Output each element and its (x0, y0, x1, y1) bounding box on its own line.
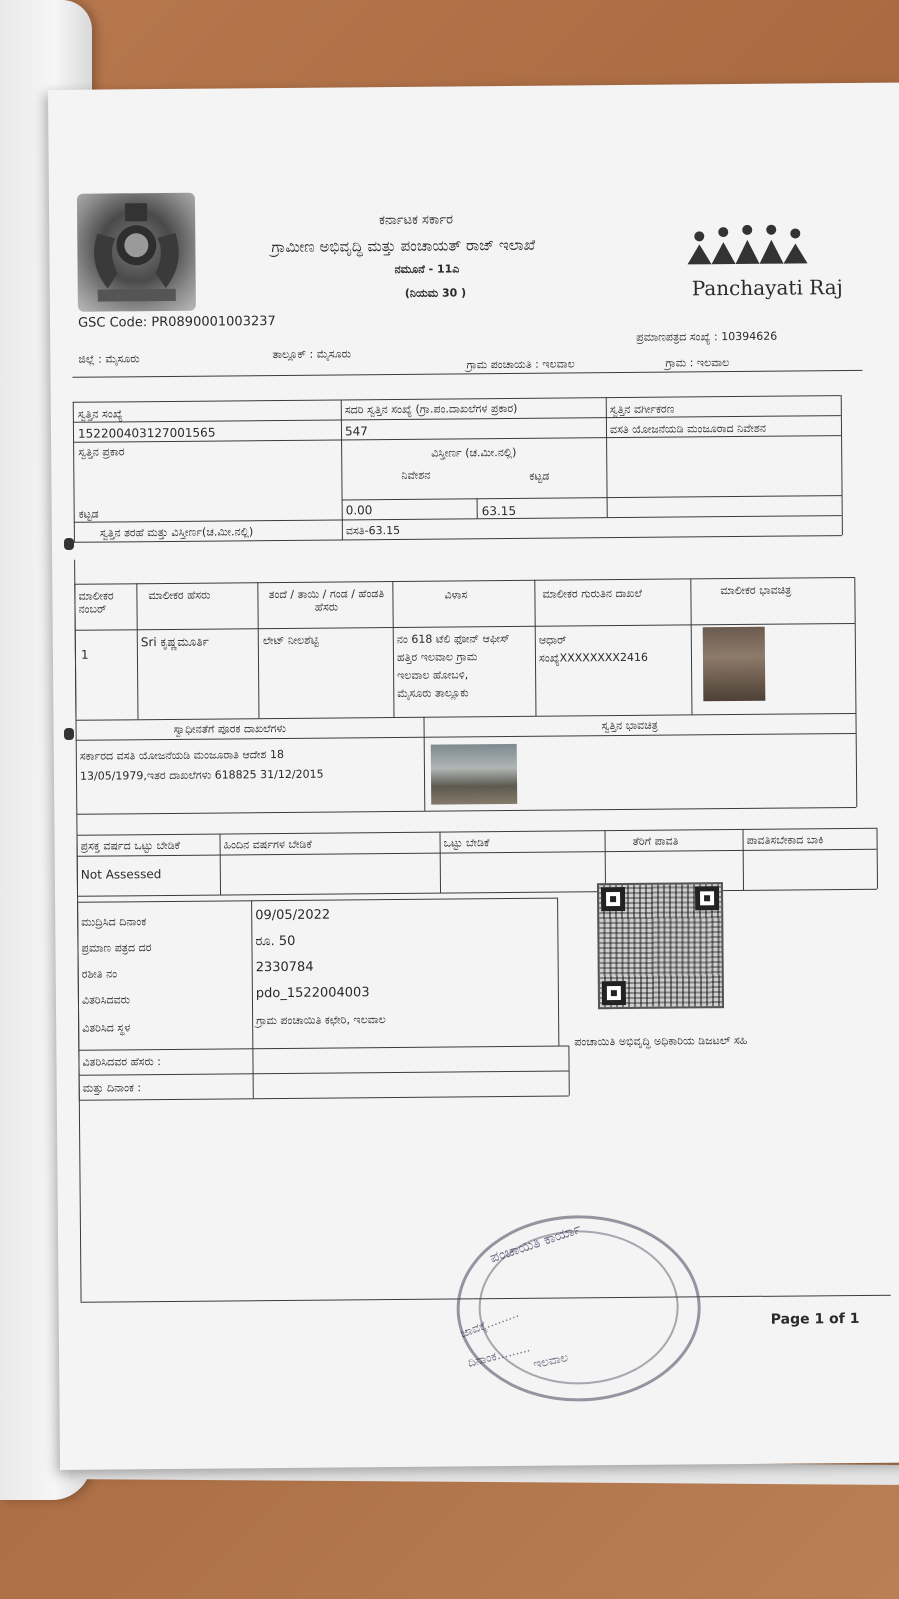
gp-property-number: 547 (344, 424, 368, 439)
col-previous-demand: ಹಿಂದಿನ ವರ್ಷಗಳ ಬೇಡಿಕೆ (223, 837, 312, 852)
certificate-page (48, 83, 899, 1470)
col-owner-name: ಮಾಲೀಕರ ಹೆಸರು (148, 588, 211, 603)
digital-signature-label: ಪಂಚಾಯಿತಿ ಅಭಿವೃದ್ಧಿ ಅಧಿಕಾರಿಯ ಡಿಜಟಲ್ ಸಹಿ (574, 1033, 748, 1049)
karnataka-emblem-icon (77, 193, 196, 312)
taluk: ತಾಲ್ಲೂಕ್ : ಮೈಸೂರು (272, 347, 351, 362)
issuer-label: ವಿತರಿಸಿದವರು (81, 993, 131, 1007)
address-line-4: ಮೈಸೂರು ತಾಲ್ಲೂಕು (397, 686, 469, 700)
place-label: ವಿತರಿಸಿದ ಸ್ಥಳ (82, 1021, 131, 1035)
fee-label: ಪ್ರಮಾಣ ಪತ್ರದ ದರ (81, 941, 152, 955)
receipt-number: 2330784 (255, 959, 314, 976)
rule-number: (ನಿಯಮ 30 ) (404, 286, 467, 300)
dept-title: ಗ್ರಾಮೀಣ ಅಭಿವೃದ್ಧಿ ಮತ್ತು ಪಂಚಾಯತ್ ರಾಜ್ ಇಲಾಖೆ (271, 235, 536, 257)
panchayati-raj-logo-icon (685, 221, 825, 274)
owner-name: Sri ಕೃಷ್ಣಮೂರ್ತಿ (140, 634, 209, 650)
panchayati-raj-text: Panchayati Raj (691, 275, 843, 301)
possession-line-2: 13/05/1979,ಇತರ ದಾಖಲೆಗಳು 618825 31/12/2015 (79, 767, 324, 783)
col-owner-number: ಮಾಲೀಕರ ನಂಬರ್ (78, 589, 114, 616)
area-label: ವಿಸ್ತೀರ್ಣ (ಚ.ಮೀ.ನಲ್ಲಿ) (431, 445, 517, 460)
gp-property-number-label: ಸದರಿ ಸ್ವತ್ತಿನ ಸಂಖ್ಯೆ (ಗ್ರಾ.ಪಂ.ದಾಖಲೆಗಳ ಪ್ರಕಾರ) (344, 401, 518, 417)
id-doc-number: ಸಂಖ್ಯೆXXXXXXXX2416 (538, 650, 648, 665)
col-tax-paid: ತೆರಿಗೆ ಪಾವತಿ (632, 834, 679, 848)
detail-label: ಸ್ವತ್ತಿನ ತರಹೆ ಮತ್ತು ವಿಸ್ತೀರ್ಣ(ಚ.ಮೀ.ನಲ್ಲಿ) (99, 525, 254, 540)
binder-hole (64, 538, 74, 550)
property-photo-label: ಸ್ವತ್ತಿನ ಭಾವಚಿತ್ರ (601, 718, 658, 733)
certificate-number: ಪ್ರಮಾಣಪತ್ರದ ಸಂಖ್ಯೆ : 10394626 (636, 329, 778, 344)
owner-relation: ಲೇಟ್ ನೀಲಶೆಟ್ಟಿ (262, 633, 319, 648)
possession-label: ಸ್ವಾಧೀನತೆಗೆ ಪೂರಕ ದಾಖಲೆಗಳು (173, 721, 286, 736)
district: ಜಿಲ್ಲೆ : ಮೈಸೂರು (78, 352, 140, 366)
village: ಗ್ರಾಮ : ಇಲವಾಲ (665, 356, 730, 370)
col-balance: ಪಾವತಿಸಬೇಕಾದ ಬಾಕಿ (746, 833, 824, 847)
date-label: ಮತ್ತು ದಿನಾಂಕ : (82, 1081, 142, 1095)
binder-hole (64, 728, 74, 740)
col-current-demand: ಪ್ರಸಕ್ತ ವರ್ಷದ ಒಟ್ಟು ಬೇಡಿಕೆ (80, 838, 181, 853)
property-number-label: ಸ್ವತ್ತಿನ ಸಂಖ್ಯೆ (77, 407, 123, 421)
stamp-place-text: ಇಲವಾಲ (531, 1350, 570, 1372)
address-line-3: ಇಲವಾಲ ಹೋಬಳಿ, (397, 668, 469, 682)
fee-value: ರೂ. 50 (255, 933, 296, 950)
gov-title: ಕರ್ನಾಟಕ ಸರ್ಕಾರ (379, 212, 454, 229)
building-area: 63.15 (481, 503, 517, 519)
id-doc-type: ಆಧಾರ್ (538, 633, 567, 647)
receipt-label: ರಶೀತಿ ನಂ (81, 967, 118, 981)
classification-value: ವಸತಿ ಯೋಜನೆಯಡಿ ಮಂಜೂರಾದ ನಿವೇಶನ (609, 421, 767, 437)
gram-panchayat: ಗ್ರಾಮ ಪಂಚಾಯತಿ : ಇಲವಾಲ (466, 357, 575, 372)
site-label: ನಿವೇಶನ (401, 468, 431, 482)
form-number: ನಮೂನೆ - 11ಎ (394, 262, 460, 276)
print-date: 09/05/2022 (255, 907, 331, 924)
gsc-code: GSC Code: PR0890001003237 (77, 314, 276, 331)
page-number: Page 1 of 1 (770, 1310, 860, 1328)
place-value: ಗ್ರಾಮ ಪಂಚಾಯಿತಿ ಕಛೇರಿ, ಇಲವಾಲ (256, 1013, 386, 1028)
col-address: ವಿಳಾಸ (444, 588, 468, 602)
current-demand-value: Not Assessed (80, 867, 162, 882)
property-type-label: ಸ್ವತ್ತಿನ ಪ್ರಕಾರ (78, 445, 125, 459)
stamp-mid-text: ಜಾವಕ್ಕೆ......... (458, 1305, 521, 1341)
classification-label: ಸ್ವತ್ತಿನ ವರ್ಗೀಕರಣ (609, 402, 675, 417)
address-line-2: ಹತ್ತಿರ ಇಲವಾಲ ಗ್ರಾಮ (396, 650, 478, 664)
building-label: ಕಟ್ಟಡ (529, 469, 550, 483)
col-relation: ತಂದೆ / ತಾಯಿ / ಗಂಡ / ಹೆಂಡತಿ ಹೆಸರು (268, 587, 385, 614)
col-total-demand: ಒಟ್ಟು ಬೇಡಿಕೆ (443, 836, 490, 850)
property-type-value: ಕಟ್ಟಡ (78, 507, 99, 521)
property-photo (431, 744, 518, 805)
qr-code (597, 882, 724, 1009)
col-id-doc: ಮಾಲೀಕರ ಗುರುತಿನ ದಾಖಲೆ (542, 586, 643, 601)
detail-value: ವಸತಿ-63.15 (345, 523, 401, 538)
issuer-name-label: ವಿತರಿಸಿದವರ ಹೆಸರು : (82, 1055, 162, 1069)
site-area: 0.00 (345, 503, 373, 518)
issuer-value: pdo_1522004003 (255, 985, 370, 1002)
owner-photo (703, 627, 766, 702)
address-line-1: ನಂ 618 ಟೆಲಿ ಫೋನ್ ಆಫೀಸ್ (396, 631, 510, 646)
property-number: 152200403127001565 (77, 425, 216, 441)
stamp-top-text: ಪಂಚಾಯಿತಿ ಕಾರ್ಯಾ (488, 1221, 584, 1267)
col-photo: ಮಾಲೀಕರ ಭಾವಚಿತ್ರ (720, 583, 792, 598)
possession-line-1: ಸರ್ಕಾರದ ವಸತಿ ಯೋಜನೆಯಡಿ ಮಂಜೂರಾತಿ ಆದೇಶ 18 (79, 747, 284, 763)
stamp-bottom-text: ದಿನಾಂಕ......... (466, 1340, 532, 1370)
print-date-label: ಮುದ್ರಿಸಿದ ದಿನಾಂಕ (81, 915, 147, 929)
owner-number: 1 (80, 647, 89, 662)
